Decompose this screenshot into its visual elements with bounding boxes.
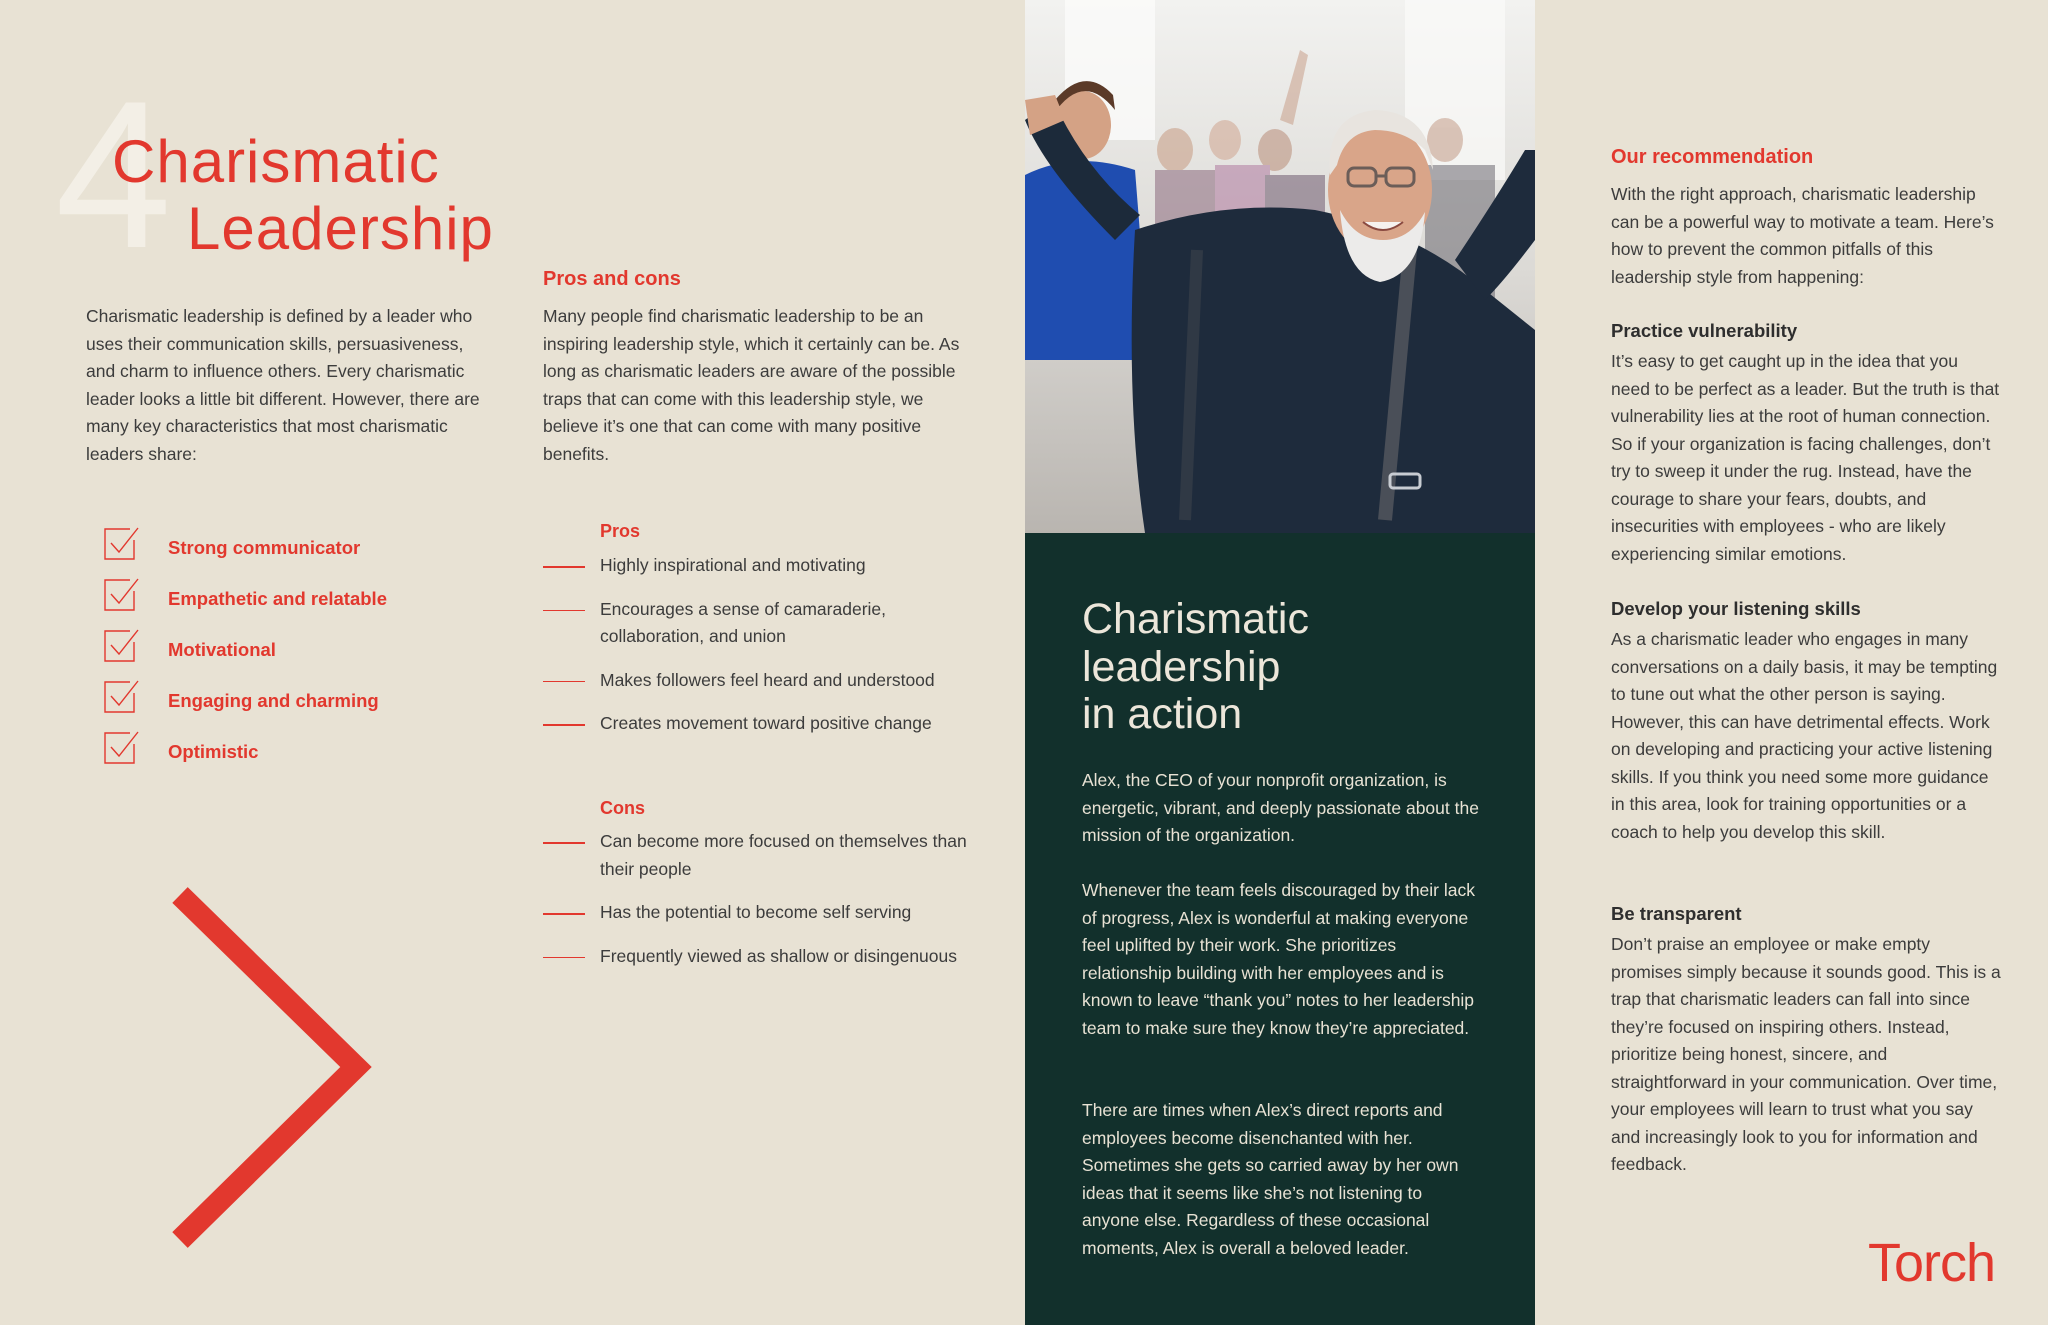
case-study-paragraph: There are times when Alex’s direct reports and employees become disenchanted with her. Sometimes she gets so carried away by her own ideas that it seems like she’s not listening to anyone else. Regardless of these occasional moments, Alex is overall a beloved leader. xyxy=(1082,1100,1459,1258)
list-item xyxy=(543,552,983,580)
dash-icon xyxy=(543,724,585,726)
dash-icon xyxy=(543,957,585,959)
con-text: Has the potential to become self serving xyxy=(600,902,912,922)
list-item xyxy=(543,828,983,883)
pros-cons-heading: Pros and cons xyxy=(543,268,681,290)
list-item xyxy=(543,899,983,927)
checklist-label: Empathetic and relatable xyxy=(168,588,387,609)
pro-text: Creates movement toward positive change xyxy=(600,713,932,733)
case-study-title-line: in action xyxy=(1082,690,1243,738)
pros-cons-paragraph: Many people find charismatic leadership to be an inspiring leadership style, which it certainly can be. As long as charismatic leaders are aware of the possible traps that can come with this leadership style, we believe it’s one that can come with many positive benefits. xyxy=(543,306,960,464)
checklist-item xyxy=(102,525,462,565)
tip-paragraph: Don’t praise an employee or make empty promises simply because it sounds good. This is a trap that charismatic leaders can fall into since they’re focused on inspiring others. Instead, prioritize being honest, sincere, and straightforward in your communication. Over time, your employees will learn to trust what you say and increasingly look to you for information and feedback. xyxy=(1611,934,2001,1174)
chevron-right-icon xyxy=(160,880,390,1250)
tip-heading: Practice vulnerability xyxy=(1611,320,1798,341)
checklist-label: Strong communicator xyxy=(168,537,361,558)
checkmark-box-icon xyxy=(102,525,146,565)
cons-list xyxy=(543,828,983,986)
dash-icon xyxy=(543,566,585,568)
tip-paragraph: As a charismatic leader who engages in many conversations on a daily basis, it may be tempting to tune out what the other person is saying. However, this can have detrimental effects. Work on developing and practicing your active listening skills. If you think you need some more guidance in this area, look for training opportunities or a coach to help you develop this skill. xyxy=(1611,629,1998,842)
checkmark-box-icon xyxy=(102,627,146,667)
page-title-line-1: Charismatic xyxy=(112,128,440,195)
pro-text: Makes followers feel heard and understood xyxy=(600,669,935,690)
list-item xyxy=(543,596,903,651)
tip-heading: Develop your listening skills xyxy=(1611,598,1861,619)
checklist-item xyxy=(102,576,462,616)
torch-logo: Torch xyxy=(1868,1233,1996,1293)
checkmark-box-icon xyxy=(102,576,146,616)
team-celebration-photo xyxy=(1025,0,1535,533)
pro-text: Encourages a sense of camaraderie, collaboration, and union xyxy=(600,598,886,646)
page-title-line-2: Leadership xyxy=(187,195,494,262)
list-item xyxy=(543,710,983,738)
pros-list xyxy=(543,552,983,754)
checklist-label: Optimistic xyxy=(168,741,259,762)
case-study-title xyxy=(1082,596,1502,739)
checklist-item xyxy=(102,729,462,769)
section-number: 4 xyxy=(55,57,172,292)
dash-icon xyxy=(543,842,585,844)
case-study-title-line: leadership xyxy=(1082,642,1281,691)
checkmark-box-icon xyxy=(102,729,146,769)
list-item xyxy=(543,667,983,695)
case-study-paragraph: Alex, the CEO of your nonprofit organization, is energetic, vibrant, and deeply passionate about the mission of the organization. xyxy=(1082,770,1479,845)
cons-heading: Cons xyxy=(600,798,645,818)
checkmark-box-icon xyxy=(102,678,146,718)
case-study-paragraph: Whenever the team feels discouraged by their lack of progress, Alex is wonderful at making everyone feel uplifted by their work. She prioritizes relationship building with her employees and is known to leave “thank you” notes to her leadership team to make sure they know they’re appreciated. xyxy=(1082,880,1475,1038)
con-text: Frequently viewed as shallow or disingenuous xyxy=(600,945,958,966)
checklist-item xyxy=(102,678,462,718)
pro-text: Highly inspirational and motivating xyxy=(600,555,866,575)
con-text: Can become more focused on themselves than their people xyxy=(600,831,967,879)
tip-heading: Be transparent xyxy=(1611,903,1742,924)
recommendation-paragraph: With the right approach, charismatic leadership can be a powerful way to motivate a team. Here’s how to prevent the common pitfalls of this leadership style from happening: xyxy=(1611,184,1994,287)
checklist-label: Engaging and charming xyxy=(168,690,379,711)
checklist-item xyxy=(102,627,462,667)
pros-heading: Pros xyxy=(600,521,641,541)
dash-icon xyxy=(543,913,585,915)
list-item xyxy=(543,943,983,971)
dash-icon xyxy=(543,610,585,612)
tip-paragraph: It’s easy to get caught up in the idea that you need to be perfect as a leader. But the truth is that vulnerability lies at the root of human connection. So if your organization is facing challenges, don’t try to sweep it under the rug. Instead, have the courage to share your fears, doubts, and insecurities with employees - who are likely experiencing similar emotions. xyxy=(1611,351,2000,564)
recommendation-heading: Our recommendation xyxy=(1611,146,1814,168)
dash-icon xyxy=(543,681,585,683)
intro-paragraph: Charismatic leadership is defined by a leader who uses their communication skills, persuasiveness, and charm to influence others. Every charismatic leader looks a little bit different. However, there are many key characteristics that most charismatic leaders share: xyxy=(86,306,480,464)
checklist-label: Motivational xyxy=(168,639,276,660)
case-study-title-line: Charismatic xyxy=(1082,595,1309,643)
